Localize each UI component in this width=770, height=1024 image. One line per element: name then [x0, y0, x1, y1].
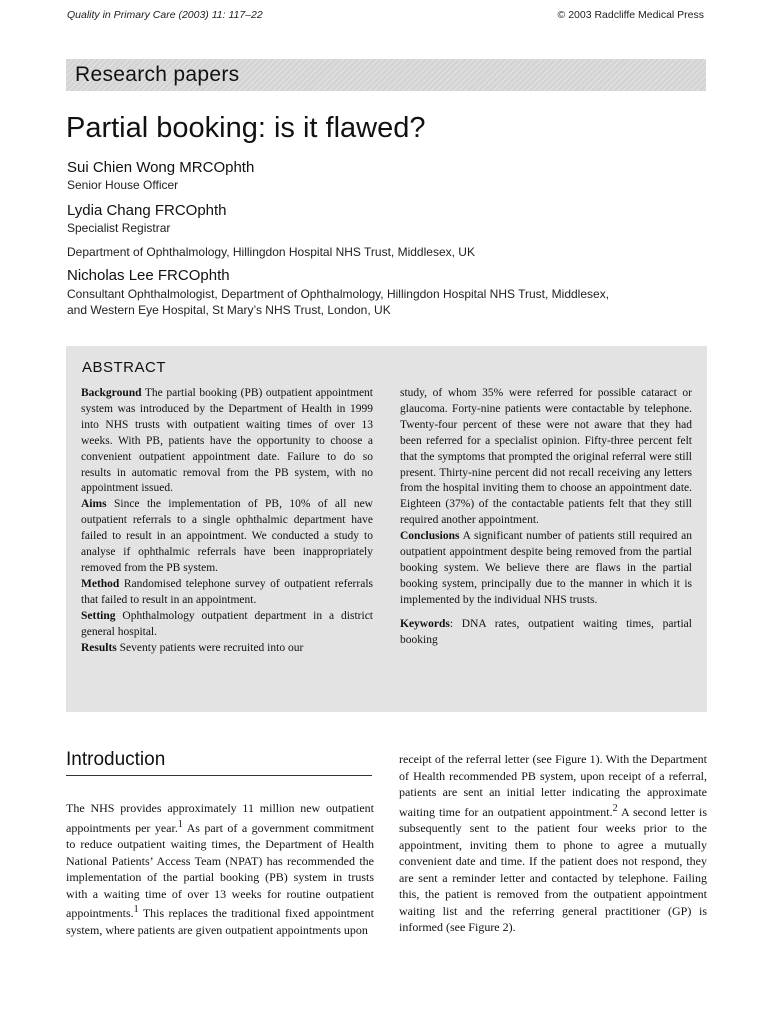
author-2-name: Lydia Chang FRCOphth — [67, 202, 227, 219]
introduction-column-right — [399, 751, 707, 936]
abstract-conclusions — [400, 529, 692, 609]
abstract-background — [81, 386, 373, 497]
author-1-name: Sui Chien Wong MRCOphth — [67, 159, 255, 176]
author-3-name: Nicholas Lee FRCOphth — [67, 267, 230, 284]
abstract-column-right — [400, 386, 692, 649]
abstract-heading: ABSTRACT — [82, 359, 167, 376]
affiliation-department: Department of Ophthalmology, Hillingdon Hospital NHS Trust, Middlesex, UK — [67, 245, 475, 259]
author-2-role: Specialist Registrar — [67, 221, 171, 235]
author-3-affiliation-line1: Consultant Ophthalmologist, Department of Ophthalmology, Hillingdon Hospital NHS Trust, Middlesex, — [67, 287, 610, 301]
abstract-results-start — [81, 641, 373, 657]
journal-citation: Quality in Primary Care (2003) 11: 117–22 — [67, 9, 263, 21]
results-label: Results — [81, 641, 117, 654]
author-3-affiliation-line2: and Western Eye Hospital, St Mary’s NHS Trust, London, UK — [67, 303, 391, 317]
abstract-setting — [81, 609, 373, 641]
abstract-aims — [81, 497, 373, 577]
results-text-start: Seventy patients were recruited into our — [116, 641, 304, 654]
copyright-notice: © 2003 Radcliffe Medical Press — [557, 9, 704, 21]
method-label: Method — [81, 577, 120, 590]
method-text: Randomised telephone survey of outpatient referrals that failed to result in an appointment. — [81, 577, 373, 606]
introduction-paragraph-1-continued — [399, 751, 707, 936]
aims-text: Since the implementation of PB, 10% of all new outpatient referrals to a single ophthalmic department have failed to result in an appointment. We conducted a study to analyse if ophthalmic referrals have been inappropriately removed from the PB system. — [81, 498, 373, 574]
intro-text-segment: As part of a government commitment to reduce outpatient waiting times, the Department of Health National Patients’ Access Team (NPAT) has recommended the implementation of the partial booking (PB) system in trusts with a waiting time of over 13 weeks for routine outpatient appointments. — [66, 820, 375, 920]
background-label: Background — [81, 387, 142, 399]
introduction-column-left — [66, 800, 374, 938]
abstract-method — [81, 577, 373, 609]
abstract-keywords — [400, 617, 692, 649]
intro-text-segment: This replaces the traditional fixed appointment system, where patients are given outpatient appointments upon — [66, 906, 374, 937]
running-head — [67, 9, 704, 25]
article-title: Partial booking: is it flawed? — [66, 112, 426, 144]
keywords-label: Keywords — [400, 617, 450, 630]
aims-label: Aims — [81, 498, 107, 511]
section-banner — [66, 59, 706, 91]
reference-superscript: 2 — [612, 802, 618, 814]
introduction-paragraph-1 — [66, 800, 374, 938]
abstract-column-left — [81, 386, 373, 656]
intro-text-segment: A second letter is subsequently sent to the patient four weeks prior to the appointment, inviting them to phone to agree a mutually convenient date and time. If the patient does not respond, they are sent a reminder letter and contacted by telephone. Failing this, the patient is removed from the outpatient appointment waiting list and the referring general practitioner (GP) is informed (see Figure 2). — [399, 804, 707, 934]
intro-text-segment: The NHS provides approximately 11 million new outpatient appointments per year. — [66, 801, 374, 835]
intro-text-segment: receipt of the referral letter (see Figure 1). With the Department of Health recommended PB system, upon receipt of a referral, patients are sent an initial letter indicating the approximate waiting time for an outpatient appointment. — [399, 752, 707, 819]
abstract-box — [66, 346, 707, 712]
setting-label: Setting — [81, 609, 116, 622]
introduction-heading: Introduction — [66, 749, 166, 770]
heading-rule — [66, 775, 372, 776]
reference-superscript: 1 — [133, 904, 139, 915]
abstract-results-continued: study, of whom 35% were referred for possible cataract or glaucoma. Forty-nine patients were contactable by telephone. Twenty-four percent of these were not aware that they had been referred for a specialist opinion. Fifty-three percent felt that the symptoms that prompted the original referral were still present. Thirty-nine percent did not recall receiving any letters from the hospital inviting them to choose an appointment date. Eighteen (37%) of the contactable patients felt that they still required another appointment. — [400, 387, 692, 527]
conclusions-text: A significant number of patients still required an outpatient appointment despite being removed from the partial booking system. We believe there are flaws in the partial booking system, principally due to the manner in which it is implemented by the individual NHS trusts. — [400, 530, 692, 606]
reference-superscript: 1 — [177, 818, 183, 830]
section-label: Research papers — [75, 63, 240, 86]
background-text: The partial booking (PB) outpatient appointment system was introduced by the Department of Health in 1999 into NHS trusts with outpatient waiting times of over 13 weeks. With PB, patients have the opportunity to choose a convenient outpatient appointment date. Failure to do so results in automatic removal from the PB system, with no appointment issued. — [81, 387, 373, 495]
conclusions-label: Conclusions — [400, 530, 460, 543]
author-1-role: Senior House Officer — [67, 178, 179, 192]
setting-text: Ophthalmology outpatient department in a district general hospital. — [81, 609, 373, 638]
keywords-text: : DNA rates, outpatient waiting times, partial booking — [400, 617, 692, 646]
